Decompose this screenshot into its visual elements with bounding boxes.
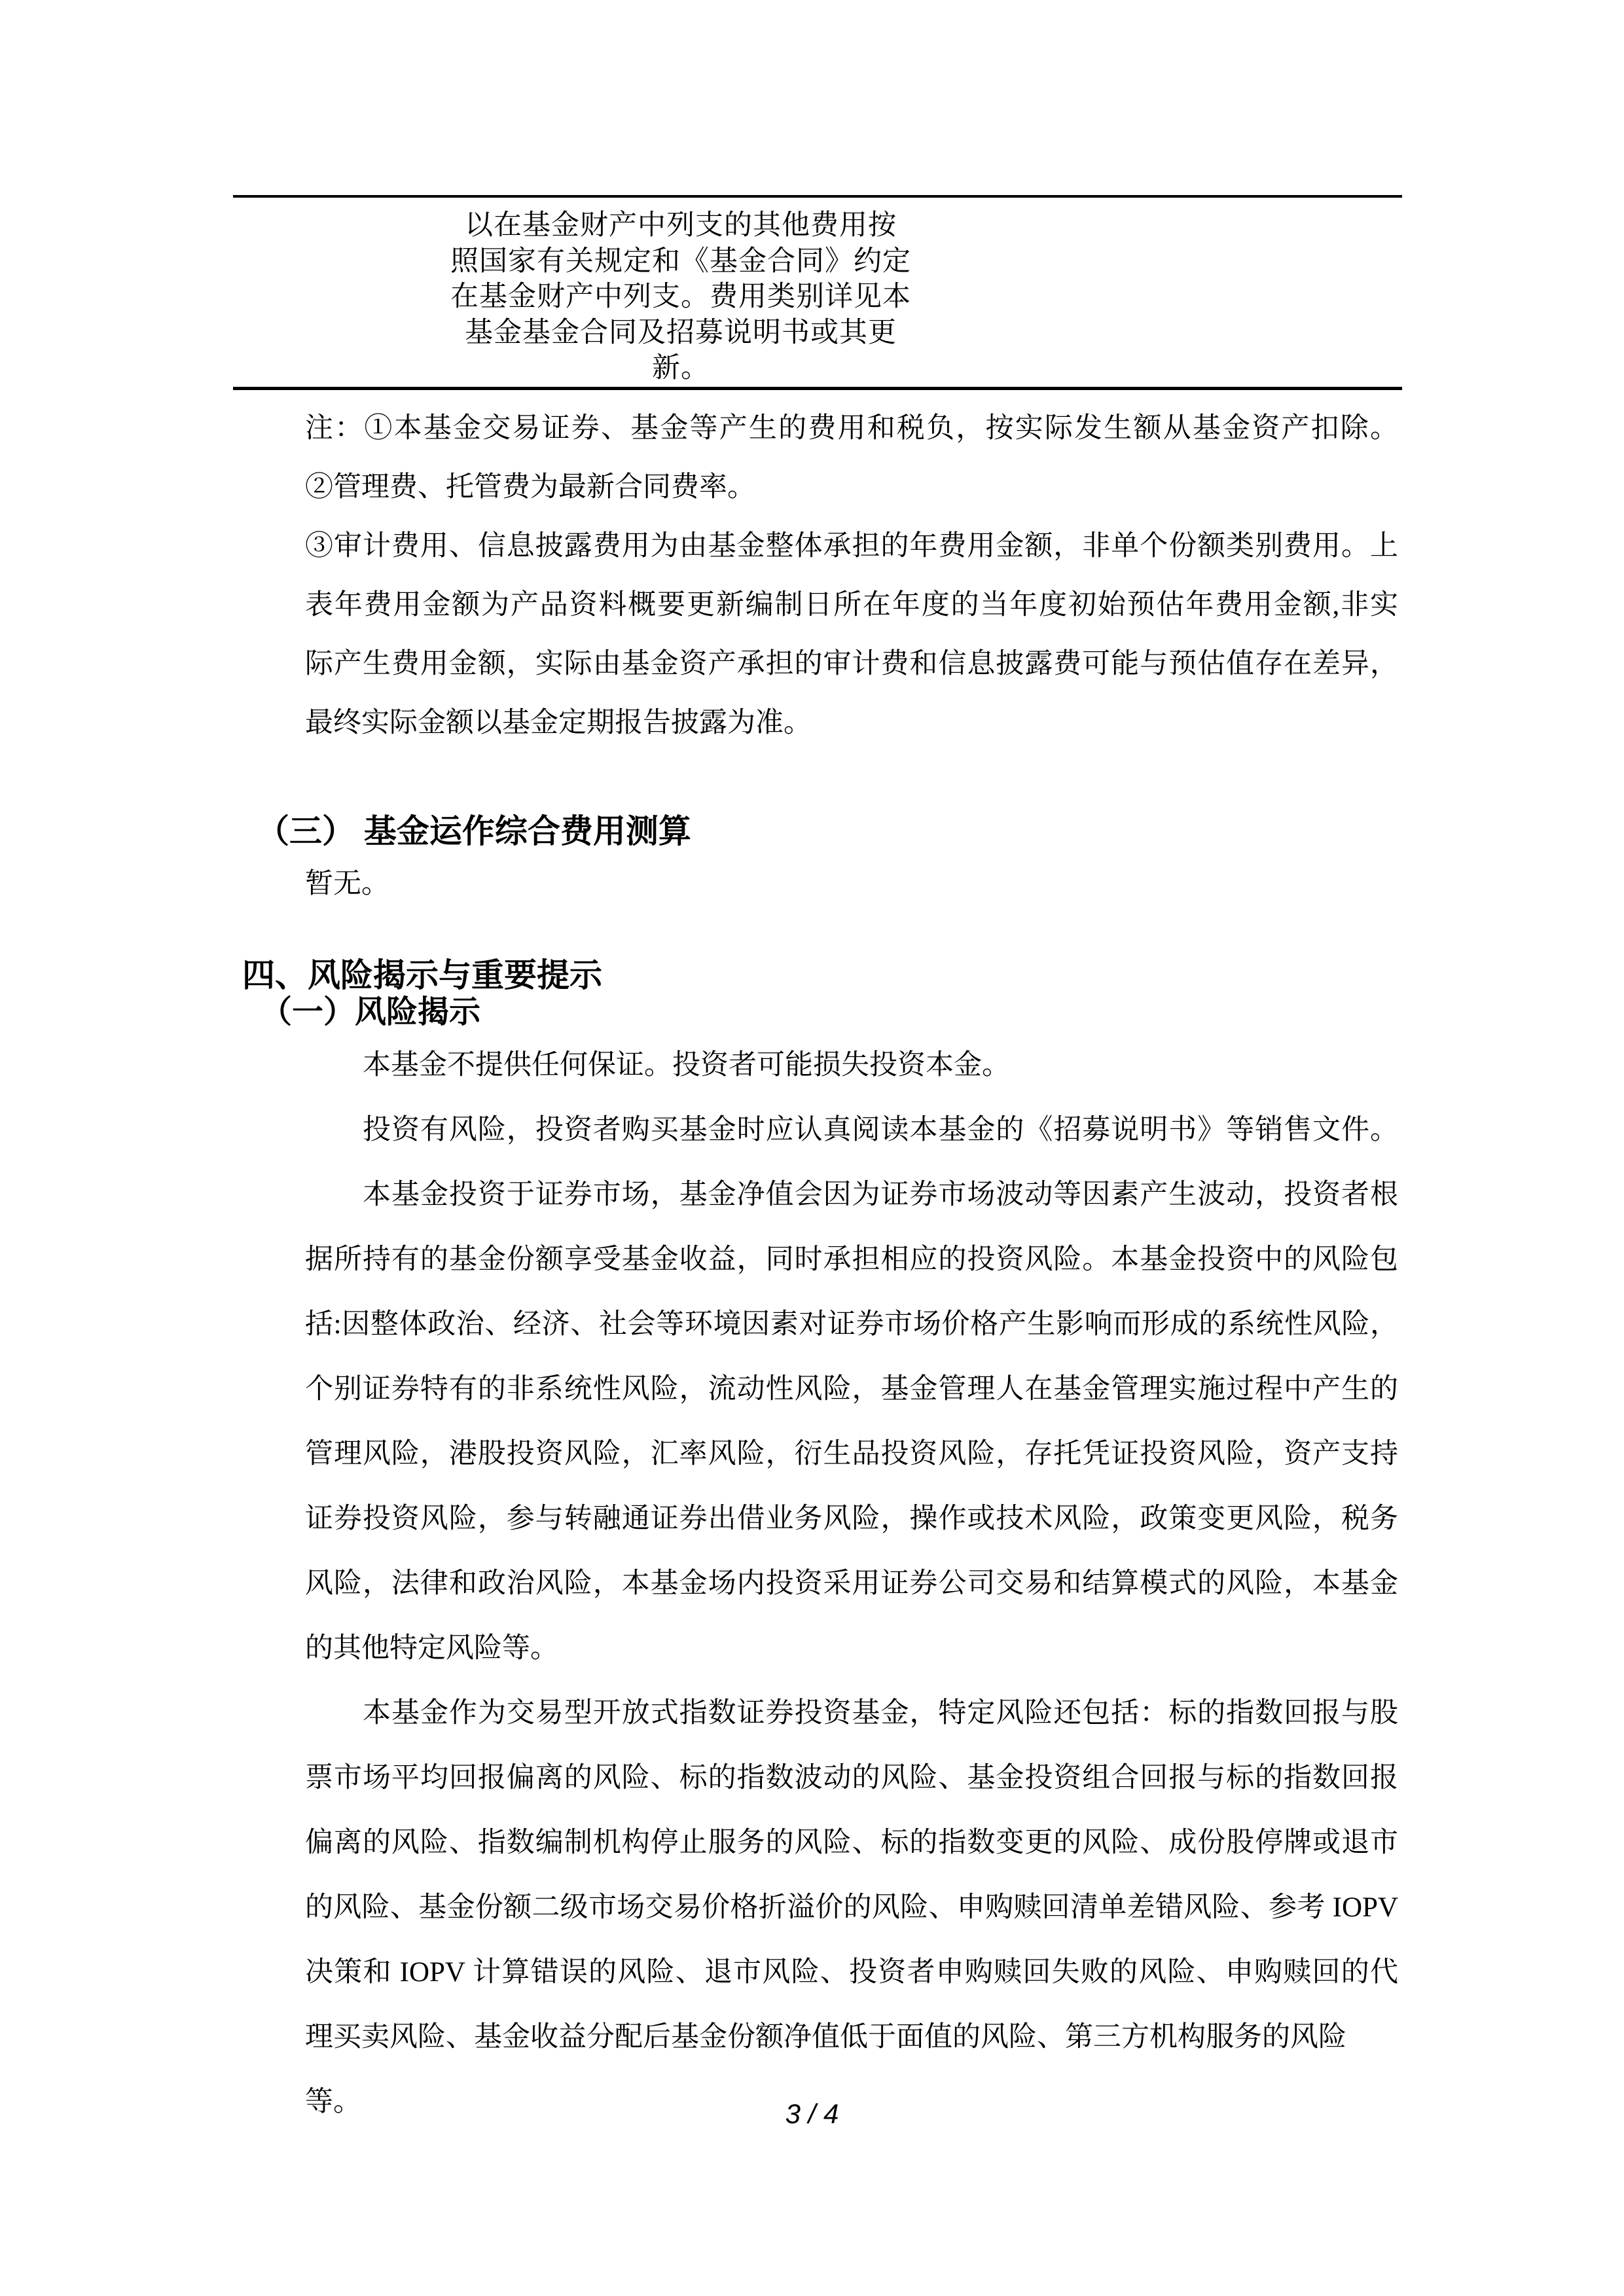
text-line: 风险，法律和政治风险，本基金场内投资采用证券公司交易和结算模式的风险，本基金 [305, 1568, 1398, 1599]
text-line: 据所持有的基金份额享受基金收益，同时承担相应的投资风险。本基金投资中的风险包 [305, 1244, 1398, 1275]
text-line: 基金基金合同及招募说明书或其更 [465, 317, 897, 348]
page-number: 3 / 4 [785, 2098, 839, 2129]
text-line: 个别证券特有的非系统性风险，流动性风险，基金管理人在基金管理实施过程中产生的 [305, 1374, 1398, 1405]
table-bottom-border [233, 387, 1402, 390]
text-line: 本基金投资于证券市场，基金净值会因为证券市场波动等因素产生波动，投资者根 [363, 1179, 1398, 1210]
risk-disclosure-paragraphs [305, 1033, 1398, 2134]
text-line: 在基金财产中列支。费用类别详见本 [450, 281, 911, 312]
table-cell-other-fees [419, 208, 943, 387]
text-line: 表年费用金额为产品资料概要更新编制日所在年度的当年度初始预估年费用金额,非实 [305, 590, 1398, 620]
subsection-heading-risk-reveal: （一）风险揭示 [261, 995, 481, 1030]
text-line: 的其他特定风险等。 [305, 1633, 558, 1664]
section-heading-fee-estimate: （三） 基金运作综合费用测算 [257, 813, 691, 850]
text-line: 注：①本基金交易证券、基金等产生的费用和税负，按实际发生额从基金资产扣除。 [305, 413, 1398, 444]
text-line: 新。 [652, 353, 710, 384]
text-line: 以在基金财产中列支的其他费用按 [465, 210, 897, 241]
text-line: 的风险、基金份额二级市场交易价格折溢价的风险、申购赎回清单差错风险、参考 IOPV [305, 1892, 1398, 1923]
text-line: 管理风险，港股投资风险，汇率风险，衍生品投资风险，存托凭证投资风险，资产支持 [305, 1439, 1398, 1469]
text-line: 决策和 IOPV 计算错误的风险、退市风险、投资者申购赎回失败的风险、申购赎回的代 [305, 1957, 1398, 1988]
text-line: 最终实际金额以基金定期报告披露为准。 [305, 708, 812, 738]
text-line: 照国家有关规定和《基金合同》约定 [450, 245, 911, 277]
text-line: 偏离的风险、指数编制机构停止服务的风险、标的指数变更的风险、成份股停牌或退市 [305, 1827, 1398, 1858]
text-line: 投资有风险，投资者购买基金时应认真阅读本基金的《招募说明书》等销售文件。 [363, 1115, 1398, 1145]
text-line: 括:因整体政治、经济、社会等环境因素对证券市场价格产生影响而形成的系统性风险， [305, 1309, 1398, 1340]
text-line: ③审计费用、信息披露费用为由基金整体承担的年费用金额，非单个份额类别费用。上 [305, 531, 1398, 562]
text-line: 证券投资风险，参与转融通证券出借业务风险，操作或技术风险，政策变更风险，税务 [305, 1503, 1398, 1534]
text-line: 票市场平均回报偏离的风险、标的指数波动的风险、基金投资组合回报与标的指数回报 [305, 1763, 1398, 1793]
text-line: 理买卖风险、基金收益分配后基金份额净值低于面值的风险、第三方机构服务的风险等。 [305, 2022, 1346, 2117]
text-line: 本基金不提供任何保证。投资者可能损失投资本金。 [363, 1050, 1010, 1081]
section-heading-risk-disclosure: 四、风险揭示与重要提示 [242, 957, 602, 994]
table-top-border [233, 195, 1402, 198]
text-line: 际产生费用金额，实际由基金资产承担的审计费和信息披露费可能与预估值存在差异， [305, 649, 1398, 679]
text-line: ②管理费、托管费为最新合同费率。 [305, 472, 755, 503]
fee-notes [305, 399, 1398, 753]
fee-estimate-body: 暂无。 [305, 869, 389, 899]
text-line: 本基金作为交易型开放式指数证券投资基金，特定风险还包括：标的指数回报与股 [363, 1698, 1398, 1729]
